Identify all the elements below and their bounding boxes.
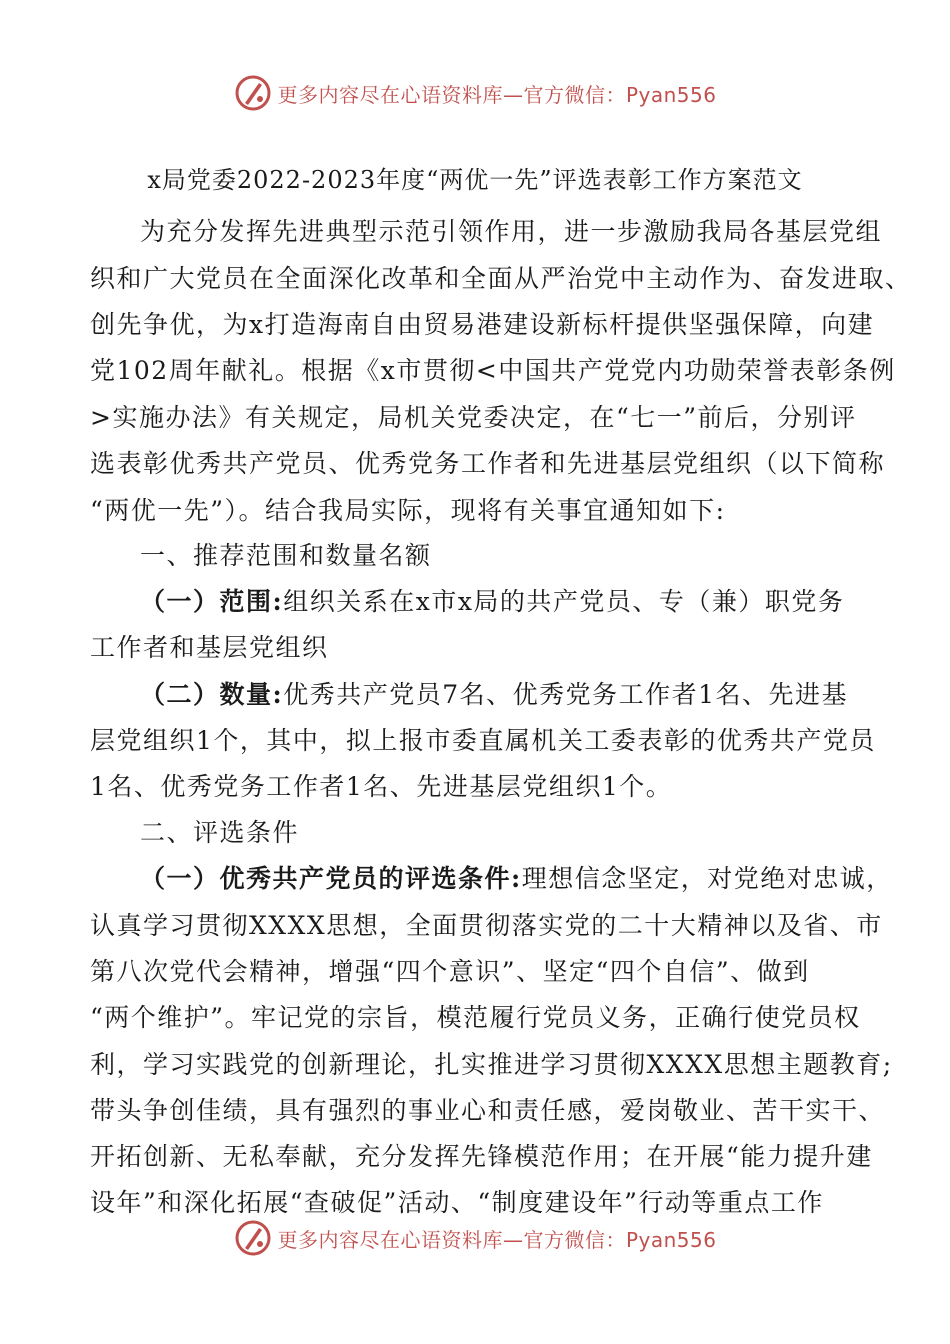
banner-text: 更多内容尽在心语资料库—官方微信：Pyan556 <box>277 1227 717 1252</box>
item-text: 理想信念坚定，对党绝对忠诚， <box>521 864 893 893</box>
paragraph-line: 为充分发挥先进典型示范引领作用，进一步激励我局各基层党组 <box>140 217 883 246</box>
item-label: （二）数量: <box>140 680 284 709</box>
section-heading: 一、推荐范围和数量名额 <box>140 541 432 570</box>
paragraph-line: 开拓创新、无私奉献，充分发挥先锋模范作用；在开展“能力提升建 <box>90 1142 873 1171</box>
paragraph-line: >实施办法》有关规定，局机关党委决定，在“七一”前后，分别评 <box>90 403 857 432</box>
document-title: x局党委2022-2023年度“两优一先”评选表彰工作方案范文 <box>147 166 803 194</box>
paragraph-line: 利，学习实践党的创新理论，扎实推进学习贯彻XXXX思想主题教育; <box>90 1050 893 1079</box>
banner-text: 更多内容尽在心语资料库—官方微信：Pyan556 <box>277 82 717 107</box>
pen-circle-logo-icon <box>233 1218 273 1258</box>
paragraph-line: 第八次党代会精神，增强“四个意识”、坚定“四个自信”、做到 <box>90 957 810 986</box>
item-text: 优秀共产党员7名、优秀党务工作者1名、先进基 <box>283 680 849 709</box>
paragraph-line: 1名、优秀党务工作者1名、先进基层党组织1个。 <box>90 772 673 801</box>
item-line <box>140 680 848 710</box>
item-line <box>140 587 844 617</box>
paragraph-line: 工作者和基层党组织 <box>90 633 329 662</box>
item-label: （一）范围: <box>140 587 284 616</box>
item-line <box>140 864 893 894</box>
section-heading: 二、评选条件 <box>140 818 300 847</box>
paragraph-line: 选表彰优秀共产党员、优秀党务工作者和先进基层党组织（以下简称 <box>90 449 886 478</box>
paragraph-line: “两个维护”。牢记党的宗旨，模范履行党员义务，正确行使党员权 <box>90 1003 861 1032</box>
paragraph-line: 层党组织1个，其中，拟上报市委直属机关工委表彰的优秀共产党员 <box>90 726 876 755</box>
paragraph-line: 设年”和深化拓展“查破促”活动、“制度建设年”行动等重点工作 <box>90 1188 824 1217</box>
paragraph-line: “两优一先”）。结合我局实际，现将有关事宜通知如下: <box>90 496 726 525</box>
paragraph-line: 党102周年献礼。根据《x市贯彻<中国共产党党内功勋荣誉表彰条例 <box>90 356 896 385</box>
item-label: （一）优秀共产党员的评选条件: <box>140 864 522 893</box>
paragraph-line: 带头争创佳绩，具有强烈的事业心和责任感，爱岗敬业、苦干实干、 <box>90 1096 886 1125</box>
item-text: 组织关系在x市x局的共产党员、专（兼）职党务 <box>283 587 845 616</box>
paragraph-line: 织和广大党员在全面深化改革和全面从严治党中主动作为、奋发进取、 <box>90 264 912 293</box>
footer-banner <box>0 1218 950 1258</box>
paragraph-line: 认真学习贯彻XXXX思想，全面贯彻落实党的二十大精神以及省、市 <box>90 911 883 940</box>
paragraph-line: 创先争优，为x打造海南自由贸易港建设新标杆提供坚强保障，向建 <box>90 310 875 339</box>
pen-circle-logo-icon <box>233 73 273 113</box>
header-banner <box>0 73 950 113</box>
